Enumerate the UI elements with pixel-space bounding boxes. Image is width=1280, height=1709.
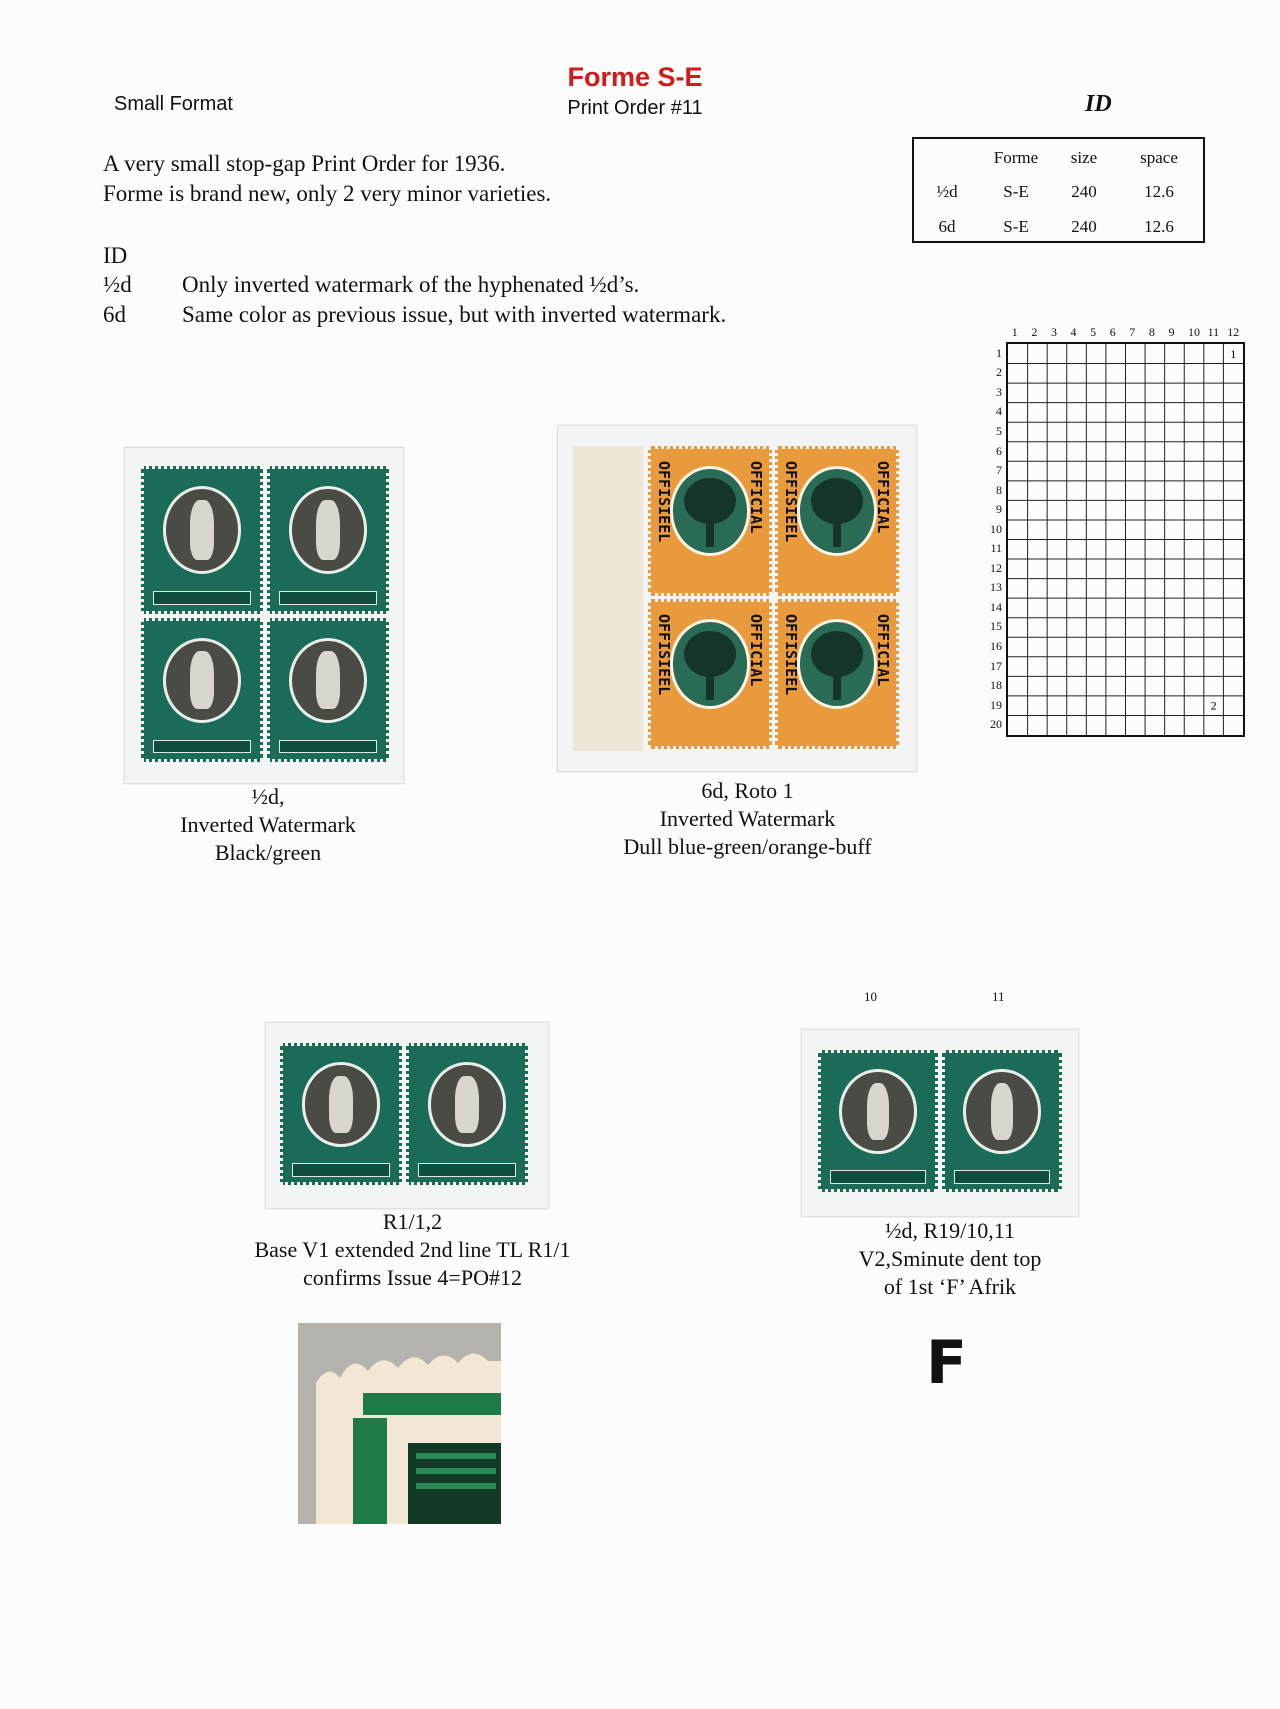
grid-column-label: 11 bbox=[1207, 325, 1220, 339]
grid-row-label: 11 bbox=[990, 541, 1002, 556]
grid-lines bbox=[1008, 344, 1243, 735]
grid-row-label: 12 bbox=[990, 560, 1002, 575]
grid-column-label: 6 bbox=[1109, 325, 1116, 339]
overprint-left: OFFISIEEL bbox=[782, 461, 800, 543]
id-row-text: Same color as previous issue, but with inverted watermark. bbox=[182, 302, 727, 327]
overprint-left: OFFISIEEL bbox=[782, 614, 800, 696]
table-cell: 12.6 bbox=[1144, 182, 1174, 201]
caption-line: Inverted Watermark bbox=[659, 806, 836, 831]
pair-r19-mount bbox=[801, 1029, 1079, 1217]
overprint-right: OFFICIAL bbox=[747, 461, 765, 534]
table-cell: 6d bbox=[938, 217, 956, 236]
table-cell: 240 bbox=[1071, 182, 1097, 201]
caption-line: Inverted Watermark bbox=[180, 812, 356, 837]
caption-line: confirms Issue 4=PO#12 bbox=[303, 1265, 522, 1290]
grid-row-label: 15 bbox=[990, 619, 1002, 634]
grid-column-label: 2 bbox=[1031, 325, 1038, 339]
six-block bbox=[648, 446, 900, 751]
f-letter-illustration: F bbox=[926, 1328, 967, 1398]
grid-column-labels bbox=[1006, 325, 1245, 341]
stamp bbox=[141, 618, 263, 762]
grid-row-label: 6 bbox=[996, 443, 1002, 458]
caption-line: ½d, bbox=[251, 784, 285, 809]
stamp bbox=[267, 618, 389, 762]
id-row-key: ½d bbox=[103, 272, 132, 297]
overprint-right: OFFICIAL bbox=[747, 614, 765, 687]
stamp bbox=[648, 446, 772, 596]
grid-row-label: 19 bbox=[990, 697, 1002, 712]
grid-row-label: 17 bbox=[990, 658, 1002, 673]
overprint-left: OFFISIEEL bbox=[655, 461, 673, 543]
grid-row-label: 1 bbox=[996, 345, 1002, 360]
id-row-text: Only inverted watermark of the hyphenated ½d’s. bbox=[182, 272, 640, 297]
table-cell: 12.6 bbox=[1144, 217, 1174, 236]
stamp bbox=[280, 1043, 402, 1185]
half-block-mount bbox=[124, 447, 404, 784]
grid-row-label: 16 bbox=[990, 639, 1002, 654]
stamp bbox=[141, 466, 263, 614]
intro-line-2: Forme is brand new, only 2 very minor varieties. bbox=[103, 181, 552, 206]
sheet-margin bbox=[573, 446, 643, 751]
grid-column-label: 9 bbox=[1168, 325, 1175, 339]
grid-column-label: 8 bbox=[1148, 325, 1155, 339]
grid-row-label: 10 bbox=[990, 521, 1002, 536]
grid-row-label: 18 bbox=[990, 678, 1002, 693]
grid-column-label: 12 bbox=[1227, 325, 1240, 339]
id-row-key: 6d bbox=[103, 302, 126, 327]
caption-line: R1/1,2 bbox=[382, 1209, 443, 1234]
page-title: Forme S-E bbox=[567, 62, 703, 92]
grid-row-label: 8 bbox=[996, 482, 1002, 497]
grid-column-label: 4 bbox=[1070, 325, 1077, 339]
table-cell: S-E bbox=[1003, 217, 1029, 236]
table-cell: 240 bbox=[1071, 217, 1097, 236]
caption-line: ½d, R19/10,11 bbox=[885, 1218, 1015, 1243]
grid-row-label: 2 bbox=[996, 365, 1002, 380]
half-block bbox=[141, 466, 391, 762]
stamp bbox=[775, 446, 899, 596]
caption-line: of 1st ‘F’ Afrik bbox=[883, 1274, 1017, 1299]
stamp bbox=[942, 1050, 1062, 1192]
stamp bbox=[267, 466, 389, 614]
stamp bbox=[775, 599, 899, 749]
caption-half-block bbox=[133, 783, 403, 867]
stamp bbox=[406, 1043, 528, 1185]
six-block-mount bbox=[557, 425, 917, 772]
overprint-right: OFFICIAL bbox=[874, 614, 892, 687]
grid-row-label: 7 bbox=[996, 463, 1002, 478]
sheet-position-grid bbox=[1006, 342, 1245, 737]
overprint-left: OFFISIEEL bbox=[655, 614, 673, 696]
table-header: space bbox=[1140, 148, 1178, 167]
grid-row-label: 13 bbox=[990, 580, 1002, 595]
caption-pair-r19 bbox=[790, 1217, 1110, 1301]
intro-line-1: A very small stop-gap Print Order for 1936. bbox=[103, 151, 506, 176]
table-header: Forme bbox=[993, 148, 1039, 167]
caption-line: Dull blue-green/orange-buff bbox=[623, 834, 872, 859]
grid-row-label: 5 bbox=[996, 423, 1002, 438]
grid-row-label: 4 bbox=[996, 404, 1002, 419]
caption-six-block bbox=[560, 777, 935, 861]
grid-row-label: 14 bbox=[990, 599, 1002, 614]
grid-mark: 2 bbox=[1210, 698, 1217, 713]
grid-row-labels bbox=[986, 342, 1004, 737]
caption-line: Base V1 extended 2nd line TL R1/1 bbox=[254, 1237, 571, 1262]
grid-row-label: 3 bbox=[996, 384, 1002, 399]
forme-info-table bbox=[912, 137, 1205, 243]
table-cell: S-E bbox=[1003, 182, 1029, 201]
id-section-heading: ID bbox=[103, 243, 128, 268]
grid-mark: 1 bbox=[1230, 346, 1237, 361]
detail-illustration bbox=[298, 1323, 501, 1524]
grid-column-label: 5 bbox=[1090, 325, 1097, 339]
format-label: Small Format bbox=[114, 93, 233, 115]
grid-row-label: 9 bbox=[996, 502, 1002, 517]
caption-pair-r1 bbox=[220, 1208, 605, 1292]
overprint-right: OFFICIAL bbox=[874, 461, 892, 534]
column-label: 10 bbox=[864, 989, 877, 1004]
stamp bbox=[818, 1050, 938, 1192]
caption-line: V2,Sminute dent top bbox=[858, 1246, 1042, 1271]
table-header: size bbox=[1070, 148, 1098, 167]
caption-line: 6d, Roto 1 bbox=[701, 778, 794, 803]
caption-line: Black/green bbox=[214, 840, 322, 865]
grid-column-label: 7 bbox=[1129, 325, 1136, 339]
print-order-label: Print Order #11 bbox=[567, 97, 703, 119]
grid-row-label: 20 bbox=[990, 717, 1002, 732]
pair-r1-mount bbox=[265, 1022, 549, 1209]
stamp bbox=[648, 599, 772, 749]
grid-column-label: 1 bbox=[1011, 325, 1018, 339]
column-label: 11 bbox=[992, 989, 1005, 1004]
grid-column-label: 3 bbox=[1050, 325, 1057, 339]
table-cell: ½d bbox=[936, 182, 958, 201]
id-heading-right: ID bbox=[1085, 91, 1112, 117]
enlarged-detail-image bbox=[298, 1323, 501, 1524]
grid-column-label: 10 bbox=[1188, 325, 1201, 339]
